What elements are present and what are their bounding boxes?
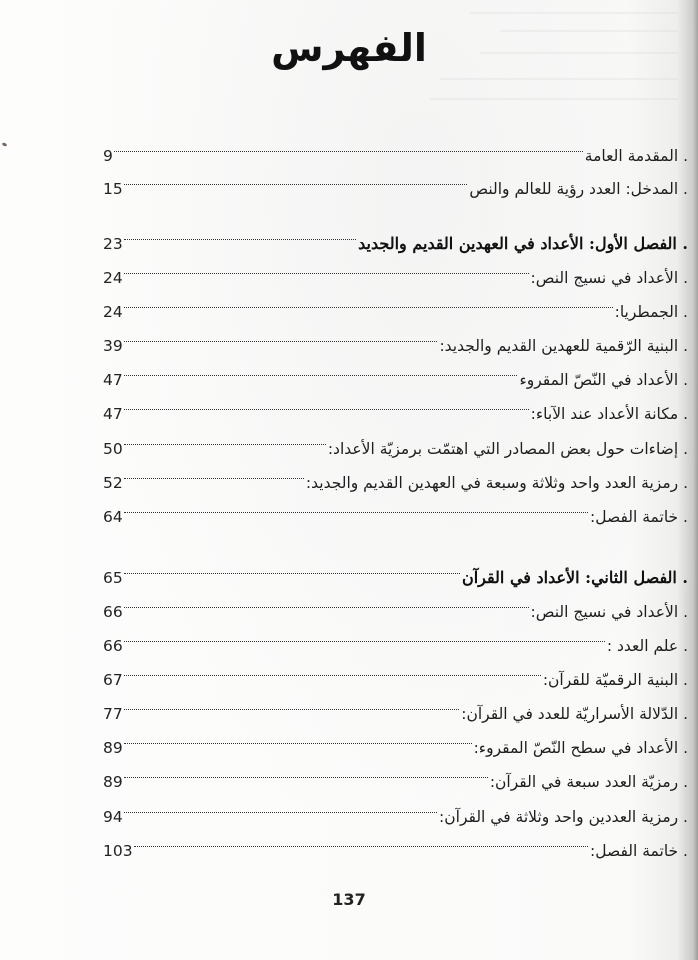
bleed-through-line <box>470 12 678 14</box>
toc-entry-label: . مكانة الأعداد عند الآباء: <box>530 405 688 423</box>
toc-entry-label: . الجمطريا: <box>614 303 688 321</box>
toc-entry <box>103 689 688 723</box>
bleed-through-line <box>440 78 678 80</box>
leader-dots <box>124 553 462 583</box>
leader-dots <box>124 621 607 651</box>
toc-entry <box>103 792 688 826</box>
toc-entry <box>103 131 688 165</box>
toc-page-number: 89 <box>103 739 123 757</box>
toc-page-number: 23 <box>103 235 123 253</box>
leader-dots <box>114 131 585 161</box>
toc-entry-label: . الأعداد في نسيج النص: <box>530 603 688 621</box>
leader-dots <box>124 492 590 522</box>
toc-page-number: 47 <box>103 405 123 423</box>
toc-page-number: 47 <box>103 371 123 389</box>
toc-chapter-entry <box>103 219 688 253</box>
toc-entry <box>103 587 688 621</box>
toc-entry <box>103 424 688 458</box>
leader-dots <box>124 655 543 685</box>
leader-dots <box>124 757 490 787</box>
leader-dots <box>124 219 358 249</box>
toc-entry <box>103 458 688 492</box>
toc-page-number: 39 <box>103 337 123 355</box>
toc-entry-label: . رمزية العدد واحد وثلاثة وسبعة في العهدين القديم والجديد: <box>305 474 688 492</box>
toc-entry-label: . رمزية العددين واحد وثلاثة في القرآن: <box>439 808 688 826</box>
toc-entry <box>103 389 688 423</box>
toc-page-number: 24 <box>103 303 123 321</box>
toc-entry <box>103 621 688 655</box>
toc-entry <box>103 723 688 757</box>
toc-page-number: 65 <box>103 569 123 587</box>
toc-entry <box>103 287 688 321</box>
leader-dots <box>124 424 328 454</box>
toc-page-number: 24 <box>103 269 123 287</box>
toc-entry <box>103 321 688 355</box>
bleed-through-line <box>430 98 678 100</box>
leader-dots <box>124 321 440 351</box>
toc-entry-label: . الأعداد في نسيج النص: <box>530 269 688 287</box>
toc-entry-label: . البنية الرّقمية للعهدين القديم والجديد: <box>439 337 688 355</box>
toc-page-number: 94 <box>103 808 123 826</box>
toc-page-number: 103 <box>103 842 133 860</box>
toc-entry-label: . خاتمة الفصل: <box>590 842 688 860</box>
toc-entry-label: . إضاءات حول بعض المصادر التي اهتمّت برمزيّة الأعداد: <box>327 440 688 458</box>
leader-dots <box>124 723 474 753</box>
page-number: 137 <box>332 890 366 909</box>
leader-dots <box>124 355 520 385</box>
toc-page-number: 15 <box>103 180 123 198</box>
toc-page-number: 50 <box>103 440 123 458</box>
toc-entry-label: . الأعداد في سطح النّصّ المقروء: <box>473 739 688 757</box>
toc-entry <box>103 655 688 689</box>
toc-chapter-entry <box>103 553 688 587</box>
leader-dots <box>124 287 615 317</box>
page-title: الفهرس <box>271 26 427 70</box>
toc-entry <box>103 492 688 526</box>
toc-entry-label: . خاتمة الفصل: <box>590 508 688 526</box>
leader-dots <box>124 253 531 283</box>
toc-page-number: 9 <box>103 147 113 165</box>
toc-entry-label: . الدّلالة الأسراريّة للعدد في القرآن: <box>461 705 688 723</box>
toc-entry <box>103 355 688 389</box>
leader-dots <box>124 587 531 617</box>
toc-page-number: 64 <box>103 508 123 526</box>
toc-page-number: 52 <box>103 474 123 492</box>
toc-entry <box>103 164 688 198</box>
leader-dots <box>124 164 470 194</box>
toc-entry-label: . المدخل: العدد رؤية للعالم والنص <box>469 180 688 198</box>
toc-entry-label: . المقدمة العامة <box>584 147 688 165</box>
toc-page-number: 66 <box>103 603 123 621</box>
leader-dots <box>124 458 306 488</box>
toc-entry <box>103 826 688 860</box>
leader-dots <box>134 826 590 856</box>
toc-entry-label: . البنية الرقميّة للقرآن: <box>542 671 688 689</box>
scan-speck <box>2 142 8 147</box>
toc-page-number: 89 <box>103 773 123 791</box>
toc-entry-label: . علم العدد : <box>606 637 688 655</box>
toc-entry-label: . الأعداد في النّصّ المقروء <box>519 371 688 389</box>
toc-chapter-label: . الفصل الثاني: الأعداد في القرآن <box>461 568 688 587</box>
leader-dots <box>124 689 462 719</box>
toc-page-number: 77 <box>103 705 123 723</box>
toc-entry <box>103 757 688 791</box>
leader-dots <box>124 792 439 822</box>
toc-entry <box>103 253 688 287</box>
toc-entry-label: . رمزيّة العدد سبعة في القرآن: <box>489 773 688 791</box>
toc-page-number: 67 <box>103 671 123 689</box>
leader-dots <box>124 389 531 419</box>
toc-chapter-label: . الفصل الأول: الأعداد في العهدين القديم والجديد <box>358 234 688 253</box>
toc-page-number: 66 <box>103 637 123 655</box>
